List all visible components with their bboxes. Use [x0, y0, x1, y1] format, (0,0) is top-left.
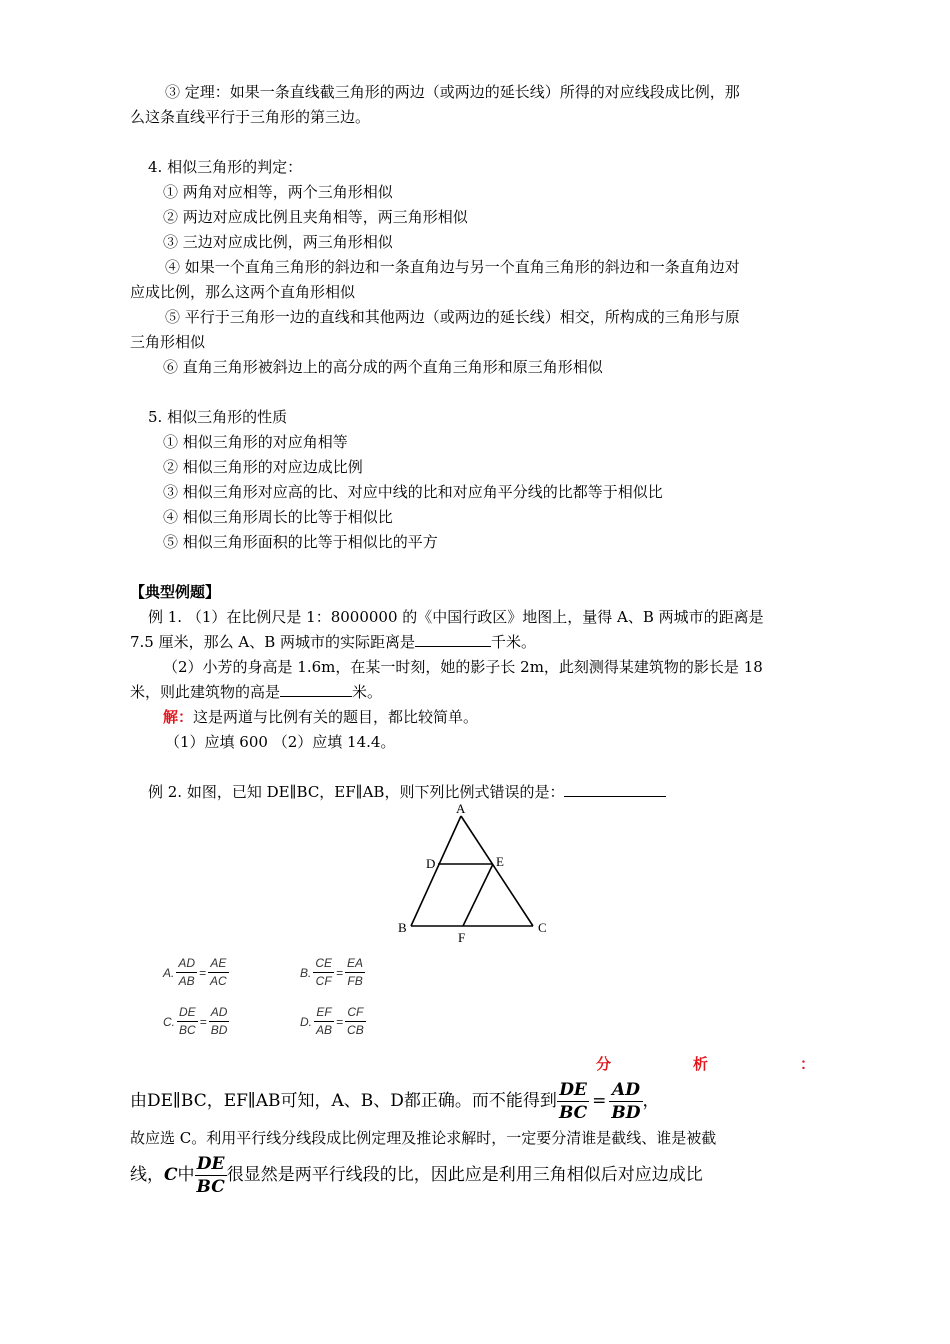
para-theorem-line1: ③ 定理：如果一条直线截三角形的两边（或两边的延长线）所得的对应线段成比例，那 — [165, 83, 740, 101]
section4-title: 4. 相似三角形的判定： — [148, 158, 303, 176]
answer-blank-2[interactable] — [280, 682, 352, 697]
option-a-label: A. — [163, 965, 175, 980]
equals-sign: = — [336, 965, 344, 980]
segment-ef — [463, 864, 493, 926]
example1-line4-text: 米，则此建筑物的高是 — [130, 683, 281, 701]
analysis-line1-text: 由DE∥BC，EF∥AB可知，A、B、D都正确。而不能得到 — [130, 1091, 557, 1111]
example1-line2-text: 7.5 厘米，那么 A、B 两城市的实际距离是 — [130, 633, 416, 651]
answer-blank-1[interactable] — [415, 632, 491, 647]
numerator: DE — [177, 1004, 198, 1022]
section4-item6: ⑥ 直角三角形被斜边上的高分成的两个直角三角形和原三角形相似 — [163, 358, 603, 376]
label-a: A — [456, 801, 466, 816]
section4-item1: ① 两角对应相等，两个三角形相似 — [163, 183, 393, 201]
analysis-line3-text-end: 很显然是两平行线段的比，因此应是利用三角相似后对应边成比 — [226, 1165, 703, 1185]
formula-ad-over-bd — [609, 1079, 642, 1124]
example1-line1: 例 1. （1）在比例尺是 1：8000000 的《中国行政区》地图上，量得 A、B 两城市的距离是 — [148, 608, 764, 626]
option-c-right-fraction — [209, 1004, 230, 1039]
section5-title: 5. 相似三角形的性质 — [148, 408, 288, 426]
analysis-char-2: 析 — [693, 1055, 709, 1073]
analysis-char-1: 分 — [596, 1055, 612, 1073]
label-e: E — [496, 854, 504, 869]
formula-de-over-bc — [557, 1079, 589, 1124]
para-theorem-line2: 么这条直线平行于三角形的第三边。 — [130, 108, 371, 126]
numerator: AE — [208, 955, 229, 973]
numerator: AD — [209, 1004, 230, 1022]
variable-c: C — [164, 1165, 178, 1185]
option-c-left-fraction — [177, 1004, 198, 1039]
denominator: BD — [210, 1023, 228, 1037]
section4-item5-line2: 三角形相似 — [130, 333, 206, 351]
formula-de-over-bc-2 — [195, 1153, 227, 1198]
section5-item4: ④ 相似三角形周长的比等于相似比 — [163, 508, 393, 526]
analysis-line2: 故应选 C。利用平行线分线段成比例定理及推论求解时，一定要分清谁是截线、谁是被截 — [130, 1129, 717, 1147]
option-a-left-fraction — [176, 955, 197, 990]
section4-item4-line2: 应成比例，那么这两个直角形相似 — [130, 283, 356, 301]
equals-sign: = — [336, 1014, 344, 1029]
option-a[interactable] — [163, 955, 229, 990]
denominator: BD — [611, 1102, 641, 1123]
option-b-right-fraction — [345, 955, 365, 990]
example1-line2-unit: 千米。 — [491, 633, 537, 651]
triangle-figure — [390, 800, 560, 945]
option-d-right-fraction — [345, 1004, 366, 1039]
analysis-char-3: ： — [800, 1055, 816, 1073]
example2-line — [148, 782, 666, 802]
analysis-line3-zhong: 中 — [177, 1165, 195, 1185]
label-c: C — [538, 920, 547, 935]
section4-item3: ③ 三边对应成比例，两三角形相似 — [163, 233, 393, 251]
option-c-label: C. — [163, 1014, 175, 1029]
answer-blank-3[interactable] — [564, 782, 666, 797]
denominator: AC — [210, 974, 227, 988]
option-b[interactable] — [300, 955, 365, 990]
analysis-line3-text-start: 线， — [130, 1165, 164, 1185]
section4-item2: ② 两边对应成比例且夹角相等，两三角形相似 — [163, 208, 468, 226]
option-d[interactable] — [300, 1004, 366, 1039]
numerator: CF — [345, 1004, 366, 1022]
numerator: CE — [313, 955, 334, 973]
denominator: FB — [347, 974, 363, 988]
examples-heading: 【典型例题】 — [130, 583, 221, 601]
label-f: F — [458, 930, 466, 945]
denominator: BC — [558, 1102, 588, 1123]
example2-text: 例 2. 如图，已知 DE∥BC，EF∥AB，则下列比例式错误的是： — [148, 783, 565, 801]
section4-item4-line1: ④ 如果一个直角三角形的斜边和一条直角边与另一个直角三角形的斜边和一条直角边对 — [165, 258, 740, 276]
solution-line — [163, 707, 478, 727]
option-d-label: D. — [300, 1014, 312, 1029]
option-d-left-fraction — [314, 1004, 334, 1039]
section5-item5: ⑤ 相似三角形面积的比等于相似比的平方 — [163, 533, 438, 551]
denominator: CB — [347, 1023, 364, 1037]
analysis-line1 — [130, 1076, 660, 1126]
label-d: D — [426, 856, 436, 871]
equals-sign: = — [592, 1091, 607, 1111]
segment-ab — [411, 816, 461, 926]
numerator: AD — [176, 955, 197, 973]
denominator: BC — [179, 1023, 196, 1037]
section5-item1: ① 相似三角形的对应角相等 — [163, 433, 348, 451]
example1-line2 — [130, 632, 536, 652]
section5-item2: ② 相似三角形的对应边成比例 — [163, 458, 363, 476]
numerator: AD — [609, 1079, 642, 1102]
section5-item3: ③ 相似三角形对应高的比、对应中线的比和对应角平分线的比都等于相似比 — [163, 483, 663, 501]
numerator: EF — [314, 1004, 334, 1022]
numerator: DE — [195, 1153, 227, 1176]
denominator: AB — [178, 974, 195, 988]
equals-sign: = — [199, 965, 207, 980]
denominator: CF — [315, 974, 332, 988]
solution-label: 解： — [163, 708, 194, 726]
solution-answers: （1）应填 600 （2）应填 14.4。 — [165, 733, 396, 751]
example1-line3: （2）小芳的身高是 1.6m，在某一时刻，她的影子长 2m，此刻测得某建筑物的影长是 18 — [163, 658, 763, 676]
equals-sign: = — [199, 1014, 207, 1029]
solution-text: 这是两道与比例有关的题目，都比较简单。 — [193, 708, 479, 726]
numerator: EA — [345, 955, 365, 973]
option-b-label: B. — [300, 965, 312, 980]
option-b-left-fraction — [313, 955, 334, 990]
denominator: BC — [196, 1176, 225, 1197]
example1-line4 — [130, 682, 382, 702]
label-b: B — [398, 920, 407, 935]
section4-item5-line1: ⑤ 平行于三角形一边的直线和其他两边（或两边的延长线）相交，所构成的三角形与原 — [165, 308, 740, 326]
option-c[interactable] — [163, 1004, 229, 1039]
analysis-line3 — [130, 1150, 703, 1200]
analysis-line1-comma: ， — [642, 1091, 660, 1111]
option-a-right-fraction — [208, 955, 229, 990]
denominator: AB — [316, 1023, 333, 1037]
numerator: DE — [557, 1079, 589, 1102]
example1-line4-unit: 米。 — [352, 683, 383, 701]
